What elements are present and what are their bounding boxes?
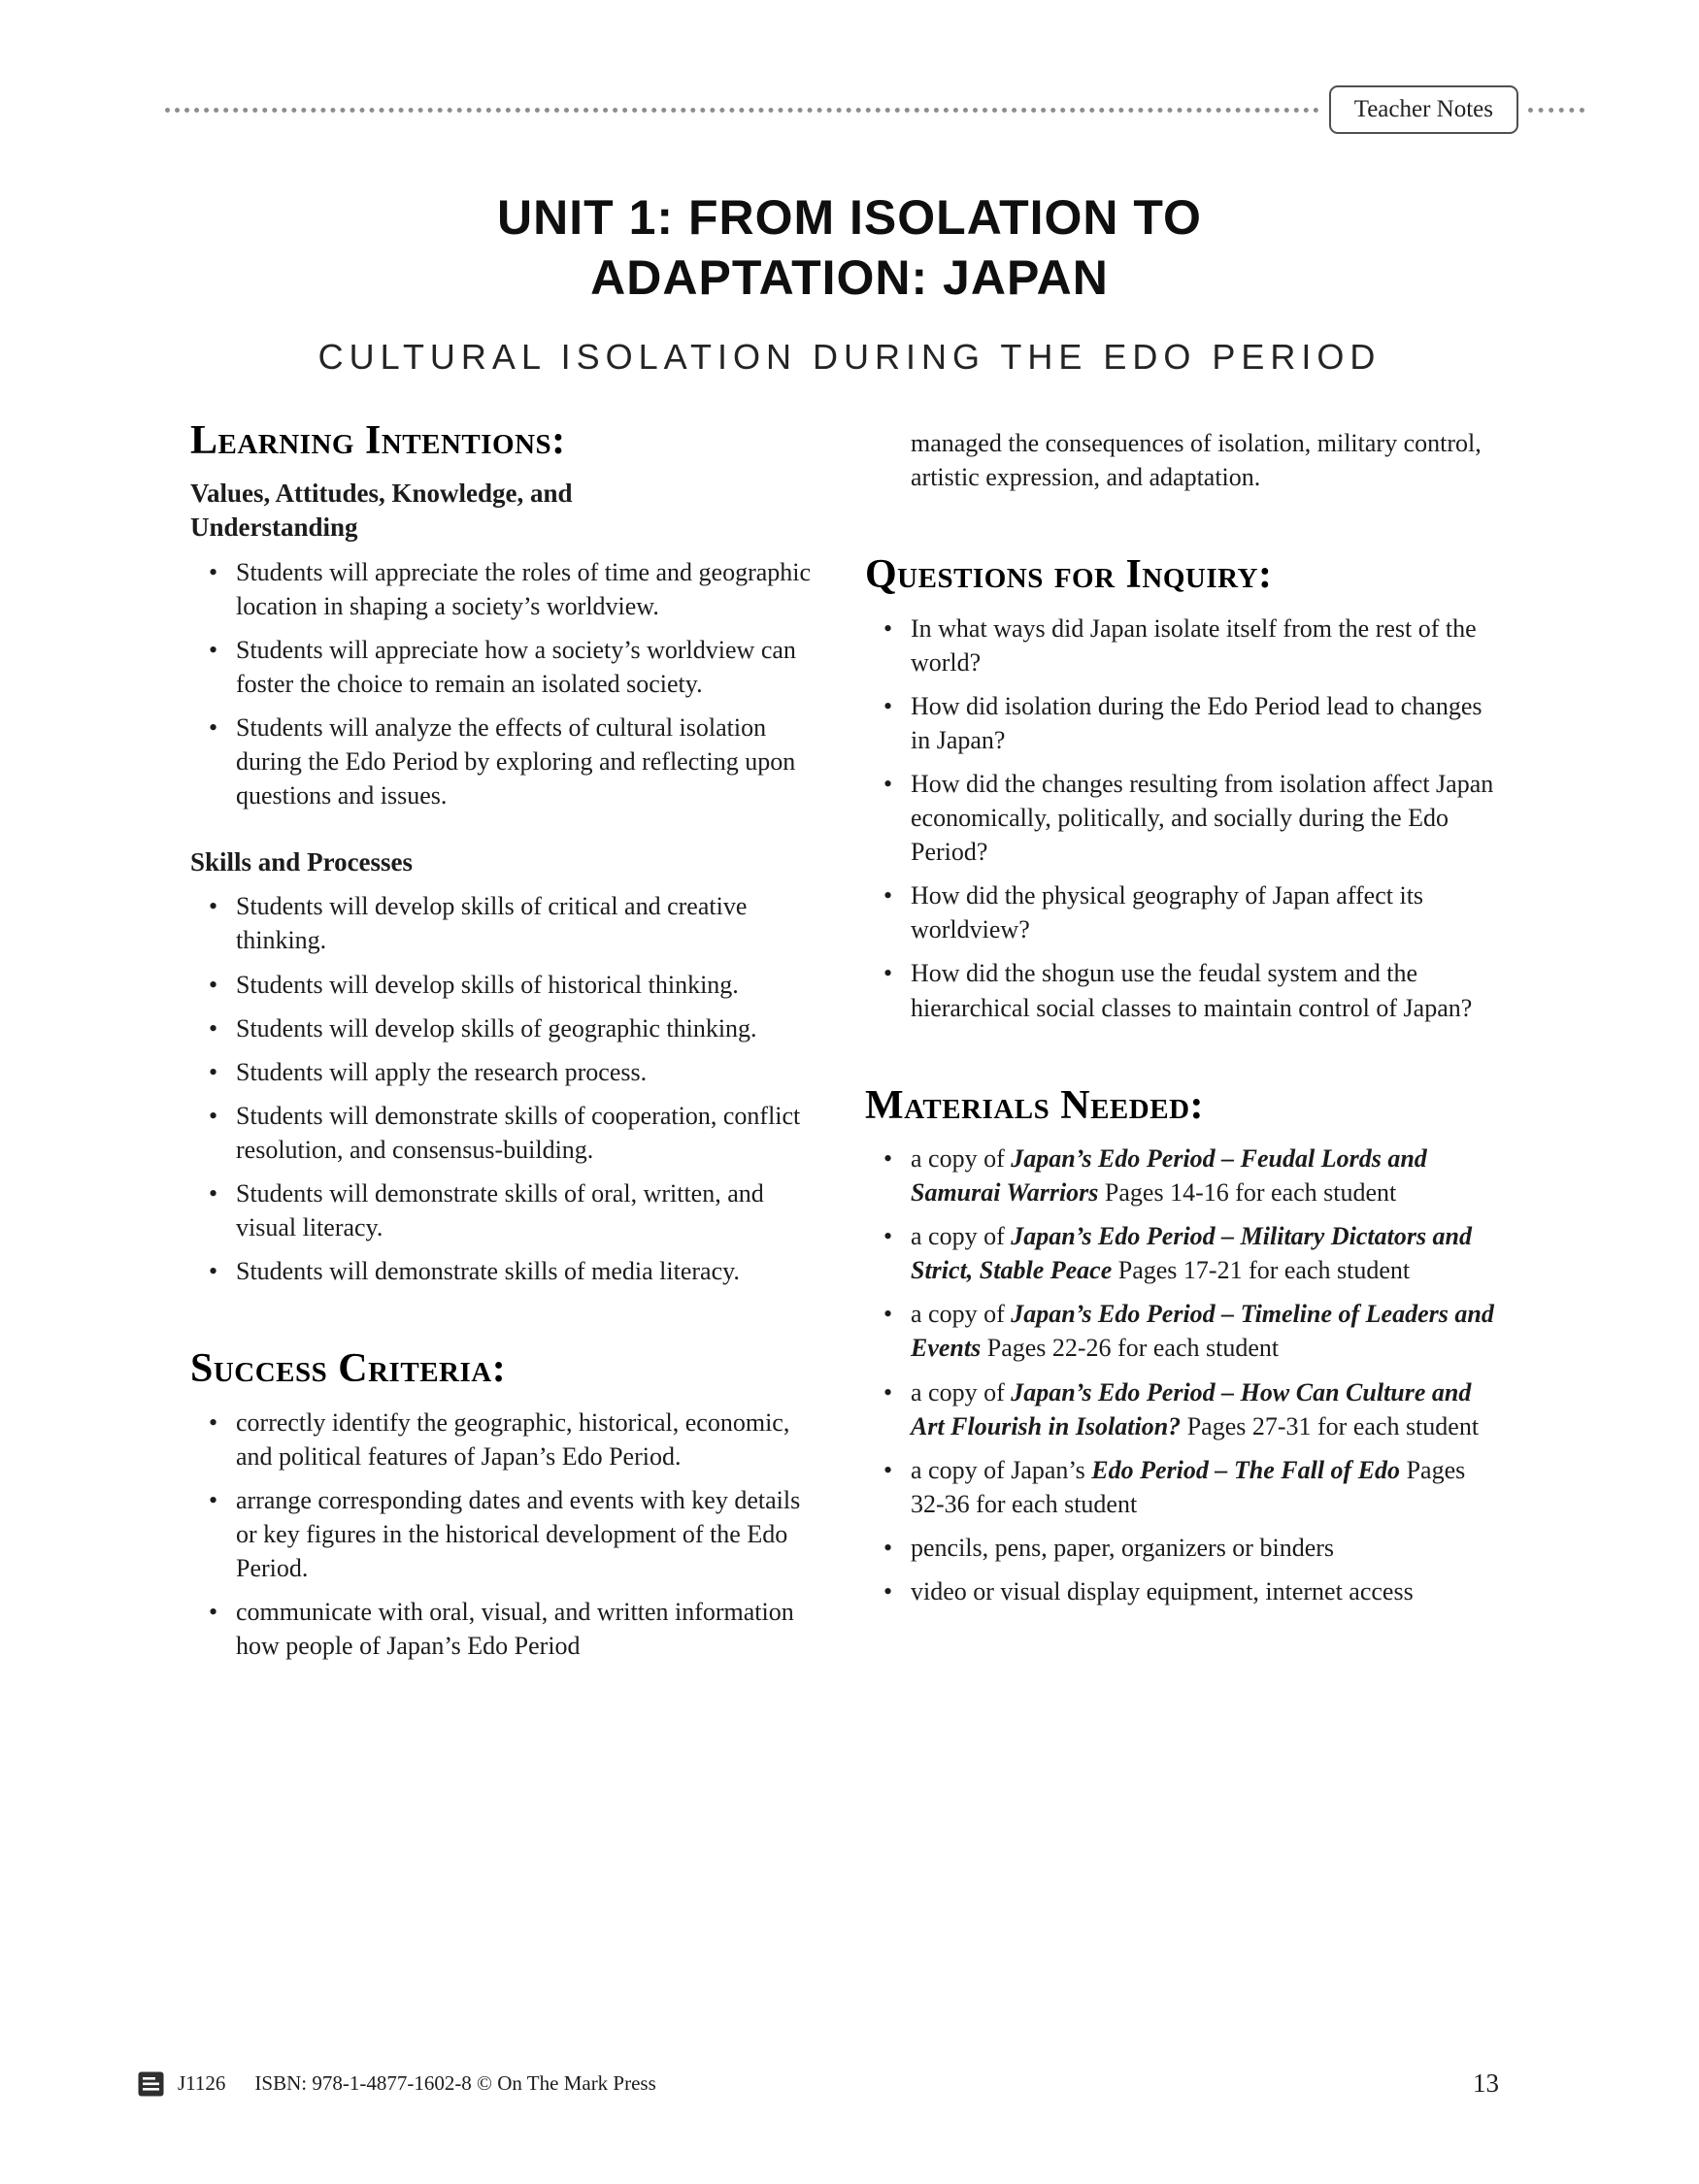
learning-intentions-heading: Learning Intentions: — [190, 418, 566, 463]
page-number: 13 — [1473, 2068, 1499, 2098]
bullet-text-segment: Students will develop skills of geographic thinking. — [236, 1013, 757, 1042]
bullet-text-segment: a copy of — [911, 1144, 1012, 1173]
bullet-text-segment: How did the physical geography of Japan affect its worldview? — [911, 881, 1424, 944]
bullet-text-segment: Japan’s Edo Period – Timeline of Leaders and Events — [911, 1300, 1494, 1363]
bullet-item — [190, 633, 820, 701]
title-line-1: UNIT 1: FROM ISOLATION TO — [497, 190, 1202, 245]
bullet-item — [865, 1574, 1495, 1608]
bullet-item — [865, 1375, 1495, 1443]
footer-left — [138, 2071, 656, 2097]
questions-inquiry-heading: Questions for Inquiry: — [865, 552, 1273, 598]
questions-inquiry-list — [865, 612, 1495, 1025]
left-column — [190, 416, 820, 1672]
bullet-item — [865, 767, 1495, 869]
bullet-text-segment: Pages 32-36 for each student — [911, 1455, 1466, 1518]
bullet-text-segment: Pages 17-21 for each student — [1112, 1256, 1411, 1285]
teacher-notes-label: Teacher Notes — [1353, 96, 1493, 122]
success-criteria-heading: Success Criteria: — [190, 1346, 507, 1392]
bullet-text-segment: How did the changes resulting from isolation affect Japan economically, politically, and socially during the Edo Period? — [911, 769, 1494, 867]
values-attitudes-list — [190, 555, 820, 813]
bullet-text-segment: Japan’s Edo Period – Military Dictators and Strict, Stable Peace — [911, 1222, 1473, 1285]
bullet-text-segment: Pages 22-26 for each student — [981, 1334, 1280, 1363]
title-line-2: ADAPTATION: JAPAN — [590, 250, 1109, 305]
bullet-item — [865, 1297, 1495, 1365]
bullet-item — [190, 711, 820, 812]
bullet-text-segment: Students will appreciate how a society’s worldview can foster the choice to remain an isolated society. — [236, 635, 796, 698]
bullet-text-segment: video or visual display equipment, internet access — [911, 1577, 1414, 1606]
bullet-item — [865, 689, 1495, 757]
values-attitudes-subheading: Values, Attitudes, Knowledge, and Understanding — [190, 479, 573, 543]
bullet-text-segment: Students will appreciate the roles of time and geographic location in shaping a society’s worldview. — [236, 557, 812, 620]
bullet-item — [190, 1011, 820, 1045]
bullet-text-segment: Students will analyze the effects of cultural isolation during the Edo Period by exploring and reflecting upon questions and issues. — [236, 712, 796, 811]
bullet-text-segment: Japan’s Edo Period – Feudal Lords and Samurai Warriors — [911, 1144, 1427, 1208]
bullet-item — [865, 956, 1495, 1024]
content-columns — [190, 416, 1495, 1672]
dotted-line-right — [1528, 108, 1584, 113]
skills-processes-subheading: Skills and Processes — [190, 847, 414, 877]
bullet-item — [865, 1453, 1495, 1521]
footer-isbn: ISBN: 978-1-4877-1602-8 © On The Mark Press — [254, 2071, 656, 2095]
bullet-item — [190, 1055, 820, 1089]
bullet-text-segment: Students will apply the research process. — [236, 1057, 648, 1086]
materials-needed-heading: Materials Needed: — [865, 1082, 1204, 1128]
header-rule — [165, 83, 1584, 137]
bullet-text-segment: Pages 27-31 for each student — [1181, 1411, 1480, 1440]
bullet-text-segment: Students will demonstrate skills of oral, written, and visual literacy. — [236, 1178, 764, 1242]
bullet-text-segment: How did the shogun use the feudal system and the hierarchical social classes to maintain control of Japan? — [911, 959, 1473, 1022]
page-subtitle: CULTURAL ISOLATION DURING THE EDO PERIOD — [317, 337, 1382, 377]
bullet-item — [190, 1595, 820, 1663]
bullet-text-segment: a copy of — [911, 1222, 1012, 1251]
bullet-text-segment: a copy of Japan’s — [911, 1455, 1092, 1484]
bullet-item — [190, 1099, 820, 1167]
bullet-text-segment: Students will develop skills of critical and creative thinking. — [236, 892, 748, 955]
document-lines-icon — [138, 2071, 164, 2097]
dotted-line-left — [165, 108, 1319, 113]
continuation-paragraph: managed the consequences of isolation, military control, artistic expression, and adaptation. — [911, 429, 1482, 492]
bullet-item — [190, 968, 820, 1002]
bullet-item — [865, 1219, 1495, 1287]
bullet-text-segment: Students will develop skills of historical thinking. — [236, 970, 739, 999]
bullet-text-segment: a copy of — [911, 1377, 1012, 1406]
bullet-text-segment: correctly identify the geographic, historical, economic, and political features of Japan’s Edo Period. — [236, 1407, 790, 1471]
bullet-item — [190, 889, 820, 957]
bullet-item — [865, 1142, 1495, 1209]
bullet-text-segment: Pages 14-16 for each student — [1098, 1178, 1397, 1208]
bullet-text-segment: arrange corresponding dates and events with key details or key figures in the historical development of the Edo Period. — [236, 1485, 801, 1583]
bullet-text-segment: pencils, pens, paper, organizers or binders — [911, 1533, 1335, 1562]
footer — [138, 2068, 1499, 2099]
bullet-text-segment: Students will demonstrate skills of media literacy. — [236, 1257, 740, 1286]
bullet-text-segment: Edo Period – The Fall of Edo — [1091, 1455, 1401, 1484]
bullet-text-segment: Students will demonstrate skills of cooperation, conflict resolution, and consensus-building. — [236, 1101, 801, 1164]
bullet-text-segment: In what ways did Japan isolate itself from the rest of the world? — [911, 613, 1477, 677]
bullet-item — [190, 1254, 820, 1288]
bullet-item — [190, 1483, 820, 1585]
page-title — [0, 187, 1699, 308]
bullet-text-segment: communicate with oral, visual, and written information how people of Japan’s Edo Period — [236, 1598, 794, 1661]
bullet-text-segment: a copy of — [911, 1300, 1012, 1329]
footer-product-code: J1126 — [178, 2071, 226, 2095]
teacher-notes-tag — [1329, 85, 1518, 134]
bullet-item — [865, 612, 1495, 679]
right-column — [865, 416, 1495, 1672]
bullet-item — [190, 1406, 820, 1473]
bullet-item — [865, 1531, 1495, 1565]
success-criteria-list — [190, 1406, 820, 1664]
skills-processes-list — [190, 889, 820, 1288]
bullet-text-segment: How did isolation during the Edo Period lead to changes in Japan? — [911, 691, 1482, 754]
bullet-text-segment: Japan’s Edo Period – How Can Culture and Art Flourish in Isolation? — [911, 1377, 1472, 1440]
bullet-item — [190, 1176, 820, 1244]
bullet-item — [865, 878, 1495, 946]
bullet-item — [190, 555, 820, 623]
materials-needed-list — [865, 1142, 1495, 1608]
